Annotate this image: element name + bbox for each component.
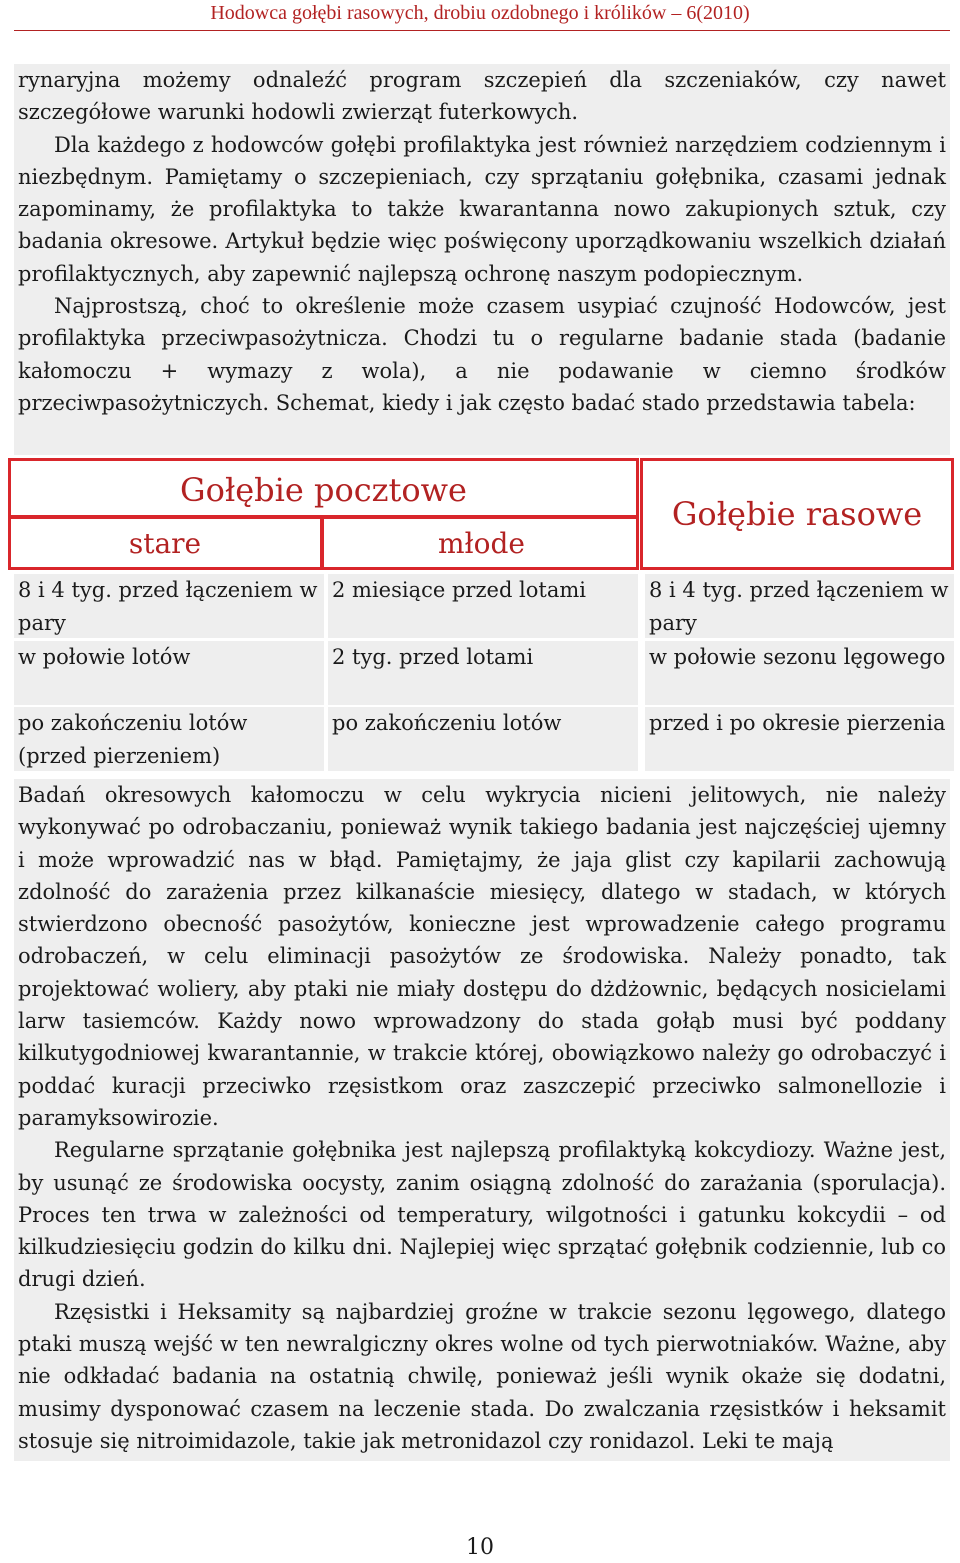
table-cell-r3-mlode: po zakończeniu lotów: [328, 707, 638, 771]
body-paragraph-1: Badań okresowych kałomoczu w celu wykrycia nicieni jelitowych, nie należy wykonywać po odrobaczaniu, ponieważ wynik takiego badania jest najczęściej ujemny i może wprowadzić nas w błąd. Pamiętajmy, że jaja glist czy kapilarii zachowują zdolność do zarażenia przez kilkanaście miesięcy, dlatego w stadach, w których stwierdzono obecność pasożytów, konieczne jest wprowadzenie całego programu odrobaczeń, w celu eliminacji pasożytów ze środowiska. Należy ponadto, tak projektować woliery, aby ptaki nie miały dostępu do dżdżownic, będących nosicielami larw tasiemców. Każdy nowo wprowadzony do stada gołąb musi być poddany kilkutygodniowej kwarantannie, w trakcie której, obowiązkowo należy go odrobaczyć i poddać kuracji przeciwko rzęsistkom oraz zaszczepić przeciwko salmonellozie i paramyksowirozie.: [18, 783, 946, 1130]
table-cell-r1-mlode: 2 miesiące przed lotami: [328, 574, 638, 638]
table-cell-r3-stare: po zakończeniu lotów (przed pierzeniem): [14, 707, 324, 771]
header-sub-stare: stare: [128, 527, 202, 560]
intro-paragraph-2: Dla każdego z hodowców gołębi profilaktyka jest również narzędziem codziennym i niezbędnym. Pamiętamy o szczepieniach, czy sprzątaniu gołębnika, czasami jednak zapominamy, że profilaktyka to także kwarantanna nowo zakupionych sztuk, czy badania okresowe. Artykuł będzie więc poświęcony uporządkowaniu wszelkich działań profilaktycznych, aby zapewnić najlepszą ochronę naszym podopiecznym.: [18, 132, 946, 286]
intro-paragraph-1: rynaryjna możemy odnaleźć program szczepień dla szczeniaków, czy nawet szczegółowe warunki hodowli zwierząt futerkowych.: [18, 68, 946, 125]
examination-schedule-table: [8, 458, 954, 770]
header-sub-mlode: młode: [438, 527, 525, 560]
intro-text-block: [14, 64, 950, 455]
header-group-pocztowe: Gołębie pocztowe: [180, 471, 467, 509]
header-rule: [14, 30, 950, 31]
running-header: Hodowca gołębi rasowych, drobiu ozdobnego i królików – 6(2010): [210, 2, 750, 24]
page-number: 10: [466, 1535, 494, 1560]
body-text-block: [14, 779, 950, 1461]
header-group-rasowe: Gołębie rasowe: [671, 495, 923, 533]
body-paragraph-3: Rzęsistki i Heksamity są najbardziej groźne w trakcie sezonu lęgowego, dlatego ptaki muszą wejść w ten newralgiczny okres wolne od tych pierwotniaków. Ważne, aby nie odkładać badania na ostatnią chwilę, ponieważ jeśli wynik okaże się dodatni, musimy dysponować czasem na leczenie stada. Do zwalczania rzęsistków i heksamit stosuje się nitroimidazole, takie jak metronidazol czy ronidazol. Leki te mają: [18, 1299, 946, 1453]
table-cell-r2-mlode: 2 tyg. przed lotami: [328, 641, 638, 705]
table-cell-r2-rasowe: w połowie sezonu lęgowego: [645, 641, 954, 705]
table-cell-r1-stare: 8 i 4 tyg. przed łączeniem w pary: [14, 574, 324, 638]
body-paragraph-2: Regularne sprzątanie gołębnika jest najlepszą profilaktyką kokcydiozy. Ważne jest, by usunąć ze środowiska oocysty, zanim osiągną zdolność do zarażania (sporulacja). Proces ten trwa w zależności od temperatury, wilgotności i gatunku kokcydii – od kilkudziesięciu godzin do kilku dni. Najlepiej więc sprzątać gołębnik codziennie, lub co drugi dzień.: [18, 1138, 946, 1292]
table-cell-r3-rasowe: przed i po okresie pierzenia: [645, 707, 954, 771]
table-cell-r1-rasowe: 8 i 4 tyg. przed łączeniem w pary: [645, 574, 954, 638]
intro-paragraph-3: Najprostszą, choć to określenie może czasem usypiać czujność Hodowców, jest profilaktyka przeciwpasożytnicza. Chodzi tu o regularne badanie stada (badanie kałomoczu + wymazy z wola), a nie podawanie w ciemno środków przeciwpasożytniczych. Schemat, kiedy i jak często badać stado przedstawia tabela:: [18, 294, 946, 415]
table-cell-r2-stare: w połowie lotów: [14, 641, 324, 705]
